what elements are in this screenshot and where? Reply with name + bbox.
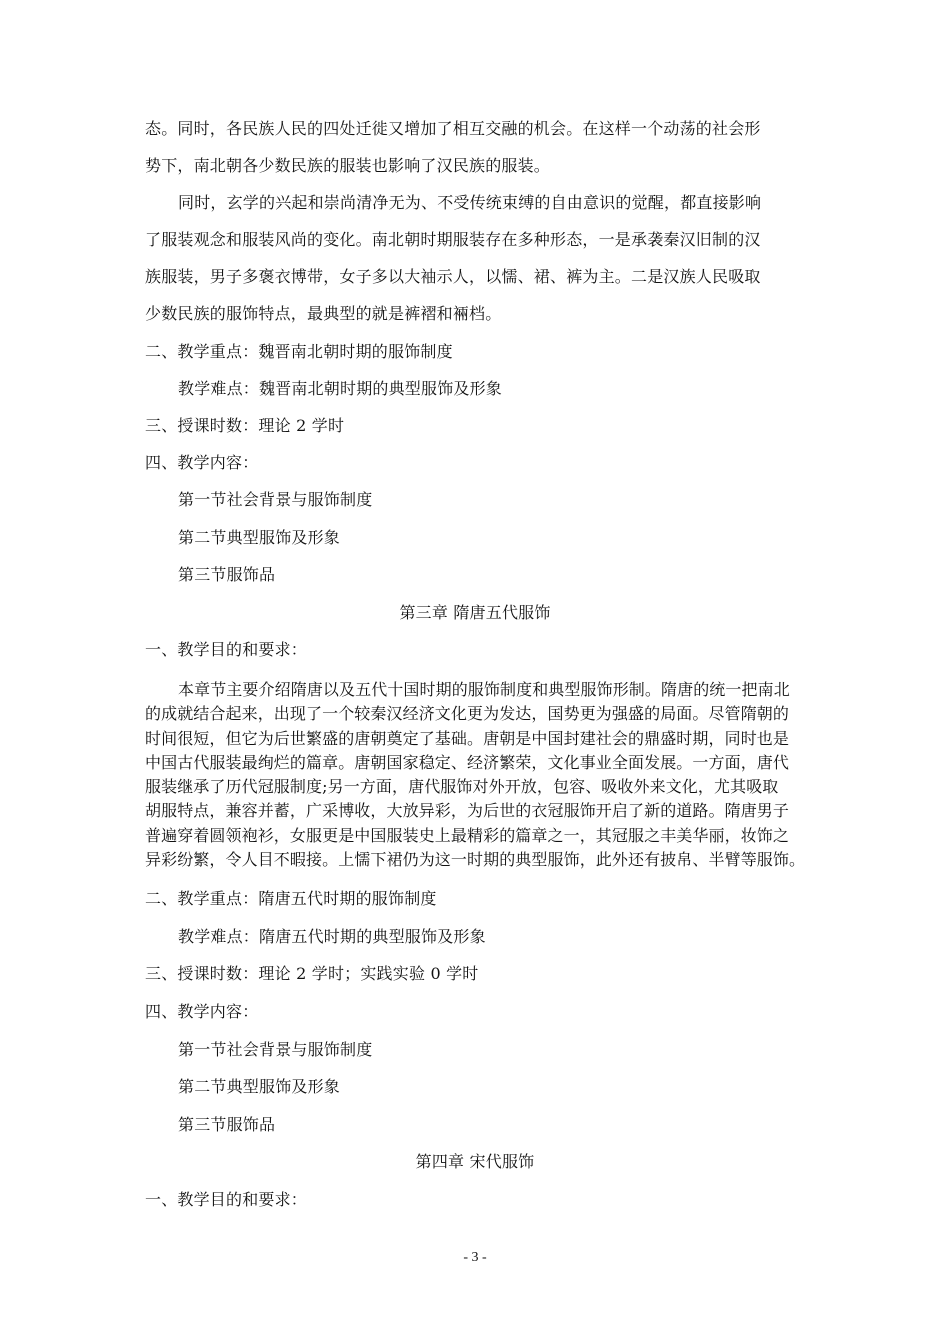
section-item: 第三节服饰品 xyxy=(178,565,276,584)
page-number: - 3 - xyxy=(463,1250,487,1265)
paragraph-line: 势下，南北朝各少数民族的服装也影响了汉民族的服装。 xyxy=(145,156,551,175)
chapter-paragraph xyxy=(145,678,807,872)
content-heading: 四、教学内容： xyxy=(145,453,259,472)
paragraph-line: 了服装观念和服装风尚的变化。南北朝时期服装存在多种形态，一是承袭秦汉旧制的汉 xyxy=(145,230,761,249)
paragraph-line: 中国古代服装最绚烂的篇章。唐朝国家稳定、经济繁荣，文化事业全面发展。一方面，唐代 xyxy=(145,752,790,772)
chapter-title: 第三章 隋唐五代服饰 xyxy=(399,603,551,622)
objectives-heading: 一、教学目的和要求： xyxy=(145,1190,308,1209)
key-points-heading: 二、教学重点：隋唐五代时期的服饰制度 xyxy=(145,889,437,908)
paragraph-line: 同时，玄学的兴起和崇尚清净无为、不受传统束缚的自由意识的觉醒，都直接影响 xyxy=(178,193,762,212)
key-points-heading: 二、教学重点：魏晋南北朝时期的服饰制度 xyxy=(145,342,453,361)
paragraph-line: 服装继承了历代冠服制度;另一方面，唐代服饰对外开放，包容、吸收外来文化，尤其吸取 xyxy=(145,777,779,797)
paragraph-line: 时间很短，但它为后世繁盛的唐朝奠定了基础。唐朝是中国封建社会的鼎盛时期，同时也是 xyxy=(145,728,790,748)
objectives-heading: 一、教学目的和要求： xyxy=(145,640,308,659)
chapter-title: 第四章 宋代服饰 xyxy=(415,1152,535,1171)
content-heading: 四、教学内容： xyxy=(145,1002,259,1021)
paragraph-line: 胡服特点，兼容并蓄，广采博收，大放异彩，为后世的衣冠服饰开启了新的道路。隋唐男子 xyxy=(145,801,790,821)
section-item: 第一节社会背景与服饰制度 xyxy=(178,490,373,509)
section-item: 第二节典型服饰及形象 xyxy=(178,1077,341,1096)
paragraph-line: 异彩纷繁，令人目不暇接。上懦下裙仍为这一时期的典型服饰，此外还有披帛、半臂等服饰。 xyxy=(145,850,806,870)
paragraph-line: 普遍穿着圆领袍衫，女服更是中国服装史上最精彩的篇章之一，其冠服之丰美华丽，妆饰之 xyxy=(145,825,790,845)
paragraph-line: 少数民族的服饰特点，最典型的就是裤褶和裲档。 xyxy=(145,304,502,323)
paragraph-line: 族服装，男子多褒衣博带，女子多以大袖示人，以懦、裙、裤为主。二是汉族人民吸取 xyxy=(145,267,761,286)
paragraph-line: 本章节主要介绍隋唐以及五代十国时期的服饰制度和典型服饰形制。隋唐的统一把南北 xyxy=(178,680,790,699)
section-item: 第一节社会背景与服饰制度 xyxy=(178,1040,373,1059)
section-item: 第三节服饰品 xyxy=(178,1115,276,1134)
difficulties-heading: 教学难点：隋唐五代时期的典型服饰及形象 xyxy=(178,927,486,946)
hours-heading: 三、授课时数：理论 2 学时 xyxy=(145,416,345,435)
paragraph-line: 态。同时，各民族人民的四处迁徙又增加了相互交融的机会。在这样一个动荡的社会形 xyxy=(145,119,761,138)
hours-heading: 三、授课时数：理论 2 学时；实践实验 0 学时 xyxy=(145,964,479,983)
paragraph-line: 的成就结合起来，出现了一个较秦汉经济文化更为发达，国势更为强盛的局面。尽管隋朝的 xyxy=(145,704,790,724)
difficulties-heading: 教学难点：魏晋南北朝时期的典型服饰及形象 xyxy=(178,379,503,398)
section-item: 第二节典型服饰及形象 xyxy=(178,528,341,547)
